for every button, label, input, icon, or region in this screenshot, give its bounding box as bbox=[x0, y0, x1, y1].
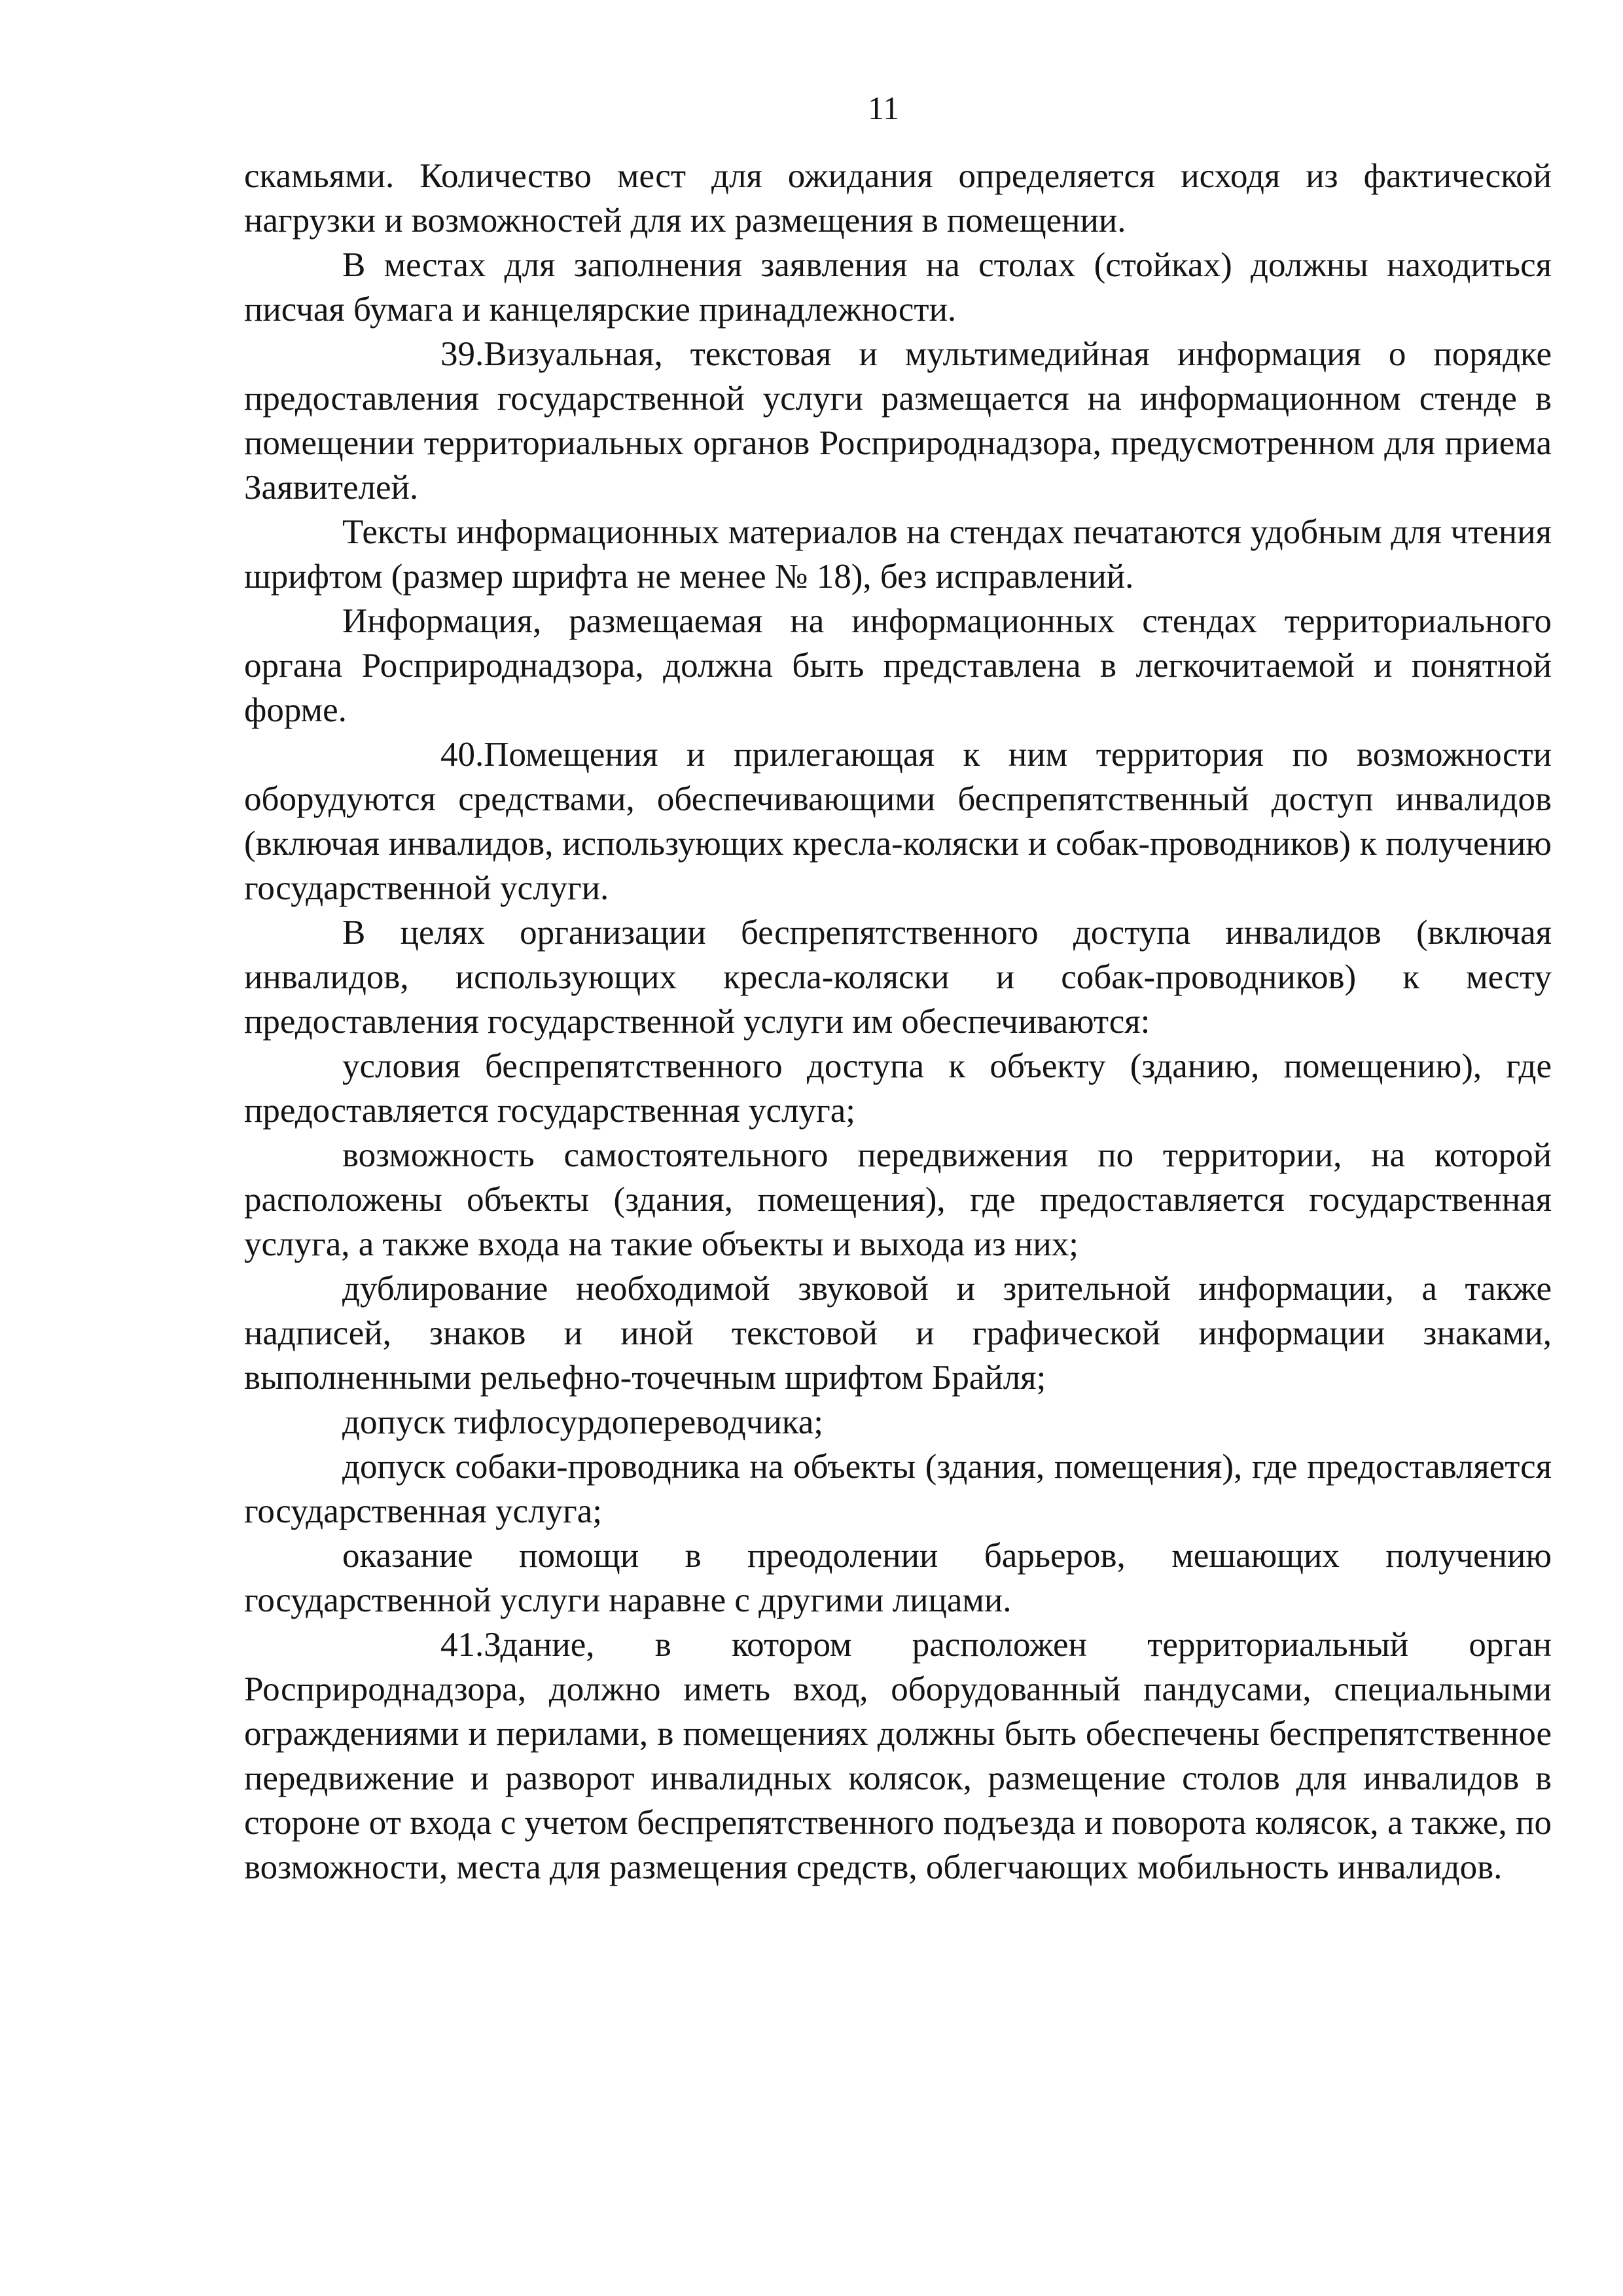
paragraph bbox=[244, 154, 1552, 243]
list-item bbox=[244, 1133, 1552, 1266]
list-item bbox=[244, 1044, 1552, 1133]
item-number: 41. bbox=[440, 1626, 484, 1664]
paragraph bbox=[244, 599, 1552, 732]
paragraph-text: Информация, размещаемая на информационных стендах территориального органа Росприроднадзора, должна быть представлена в легкочитаемой и понятной форме. bbox=[244, 602, 1552, 729]
paragraph-text: дублирование необходимой звуковой и зрительной информации, а также надписей, знаков и иной текстовой и графической информации знаками, выполненными рельефно-точечным шрифтом Брайля; bbox=[244, 1270, 1552, 1397]
paragraph bbox=[244, 910, 1552, 1044]
numbered-paragraph-40 bbox=[244, 732, 1552, 910]
paragraph-text: Здание, в котором расположен территориальный орган Росприроднадзора, должно иметь вход, оборудованный пандусами, специальными ограждениями и перилами, в помещениях должны быть обеспечены беспрепятственное передвижение и разворот инвалидных колясок, размещение столов для инвалидов в стороне от входа с учетом беспрепятственного подъезда и поворота колясок, а также, по возможности, места для размещения средств, облегчающих мобильность инвалидов. bbox=[244, 1626, 1552, 1886]
numbered-paragraph-41 bbox=[244, 1623, 1552, 1890]
paragraph-text: оказание помощи в преодолении барьеров, мешающих получению государственной услуги наравне с другими лицами. bbox=[244, 1537, 1552, 1619]
paragraph-text: допуск тифлосурдопереводчика; bbox=[342, 1403, 823, 1441]
paragraph-text: Визуальная, текстовая и мультимедийная информация о порядке предоставления государственной услуги размещается на информационном стенде в помещении территориальных органов Росприроднадзора, предусмотренном для приема Заявителей. bbox=[244, 335, 1552, 507]
paragraph-text: Помещения и прилегающая к ним территория по возможности оборудуются средствами, обеспечивающими беспрепятственный доступ инвалидов (включая инвалидов, использующих кресла-коляски и собак-проводников) к получению государственной услуги. bbox=[244, 736, 1552, 907]
paragraph-text: скамьями. Количество мест для ожидания определяется исходя из фактической нагрузки и возможностей для их размещения в помещении. bbox=[244, 157, 1552, 240]
paragraph bbox=[244, 510, 1552, 599]
paragraph-text: допуск собаки-проводника на объекты (здания, помещения), где предоставляется государственная услуга; bbox=[244, 1448, 1552, 1530]
document-body bbox=[244, 154, 1552, 1890]
item-number: 40. bbox=[440, 736, 484, 774]
numbered-paragraph-39 bbox=[244, 332, 1552, 510]
paragraph-text: В местах для заполнения заявления на столах (стойках) должны находиться писчая бумага и канцелярские принадлежности. bbox=[244, 246, 1552, 329]
page-number: 11 bbox=[867, 90, 900, 126]
list-item bbox=[244, 1444, 1552, 1534]
paragraph bbox=[244, 243, 1552, 332]
paragraph-text: условия беспрепятственного доступа к объекту (зданию, помещению), где предоставляется государственная услуга; bbox=[244, 1047, 1552, 1130]
paragraph-text: В целях организации беспрепятственного доступа инвалидов (включая инвалидов, использующих кресла-коляски и собак-проводников) к месту предоставления государственной услуги им обеспечиваются: bbox=[244, 914, 1552, 1041]
list-item bbox=[244, 1534, 1552, 1623]
paragraph-text: возможность самостоятельного передвижения по территории, на которой расположены объекты (здания, помещения), где предоставляется государственная услуга, а также входа на такие объекты и выхода из них; bbox=[244, 1136, 1552, 1263]
paragraph-text: Тексты информационных материалов на стендах печатаются удобным для чтения шрифтом (размер шрифта не менее № 18), без исправлений. bbox=[244, 513, 1552, 596]
list-item bbox=[244, 1400, 1552, 1444]
item-number: 39. bbox=[440, 335, 484, 373]
list-item bbox=[244, 1266, 1552, 1400]
